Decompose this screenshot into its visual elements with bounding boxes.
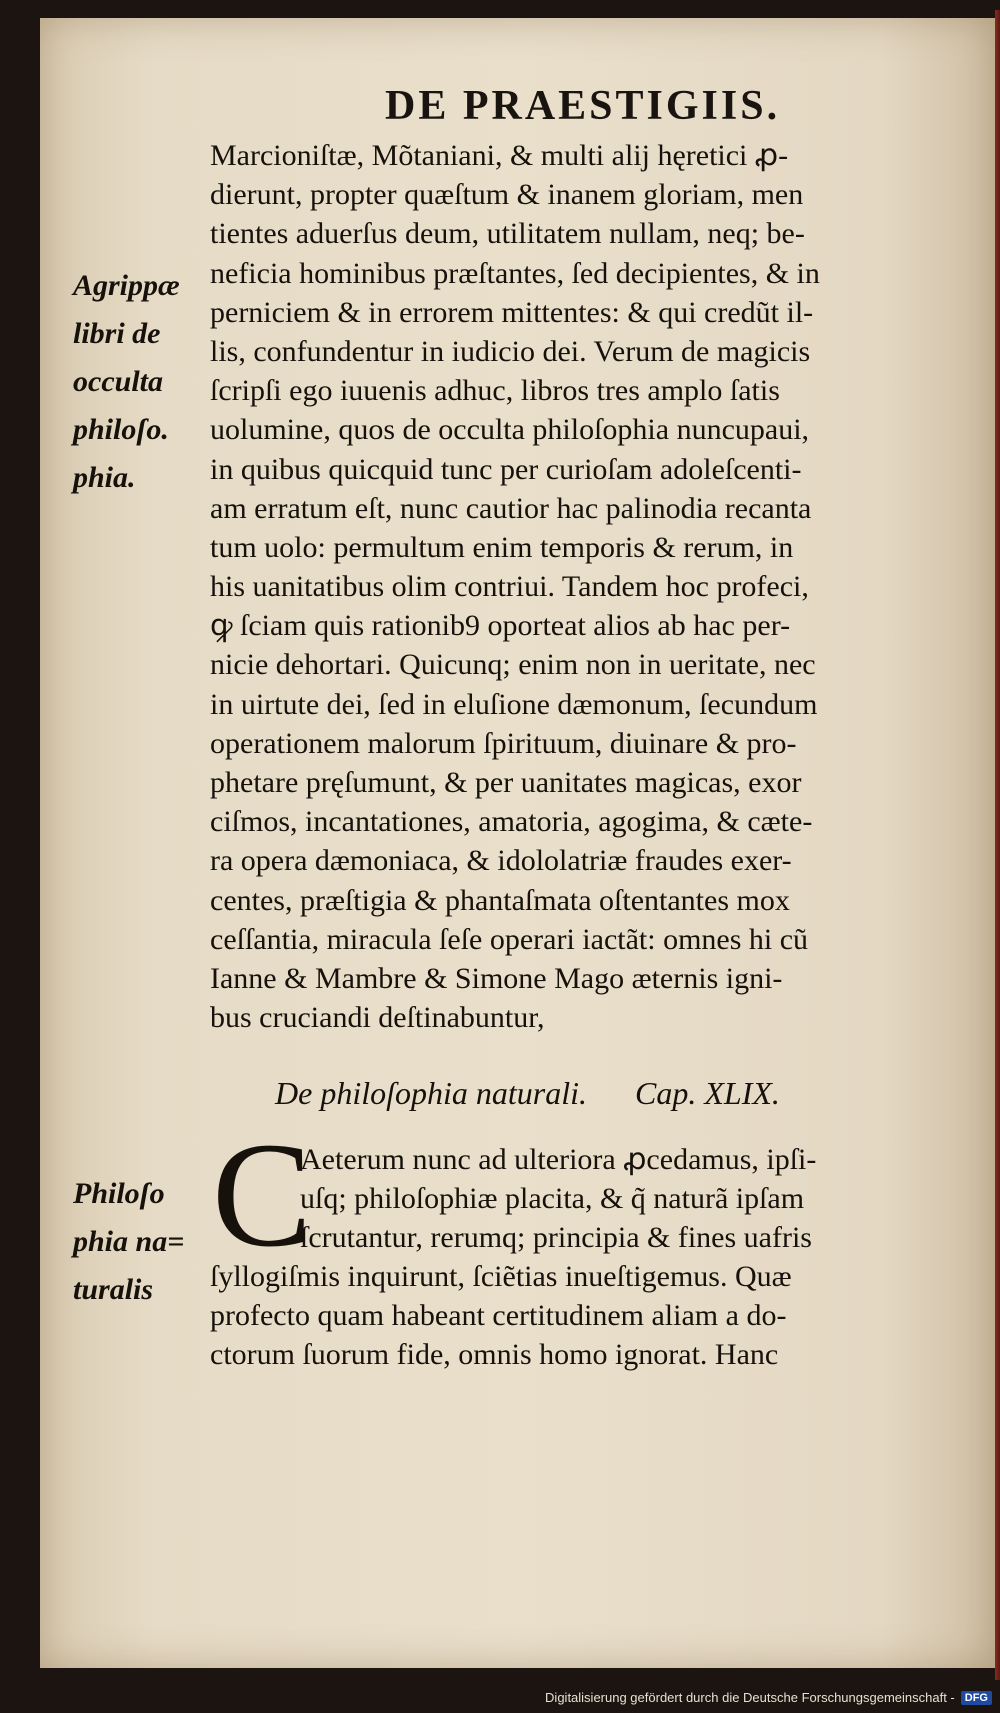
- text-line: ſcrutantur, rerumq; principia & fines uafris: [300, 1221, 812, 1254]
- text-line: in uirtute dei, ſed in eluſione dæmonum, ſecundum: [210, 687, 818, 721]
- text-line: ſcripſi ego iuuenis adhuc, libros tres amplo ſatis: [210, 374, 780, 408]
- text-line: am erratum eſt, nunc cautior hac palinodia recanta: [210, 491, 812, 525]
- text-line: ꝙ ſciam quis rationib9 oporteat alios ab hac per-: [210, 609, 791, 643]
- text-line: ra opera dæmoniaca, & idololatriæ fraudes exer-: [210, 844, 792, 878]
- marginal-note-philosophia: [73, 1170, 203, 1314]
- text-line: his uanitatibus olim contriui. Tandem hoc profeci,: [210, 570, 809, 604]
- text-line: operationem malorum ſpirituum, diuinare & pro-: [210, 726, 797, 760]
- text-line: nicie dehortari. Quicunq; enim non in ueritate, nec: [210, 648, 816, 682]
- margin-line: occulta: [73, 365, 163, 398]
- chapter-title: De philoſophia naturali.: [275, 1075, 587, 1111]
- margin-line: Agrippæ: [73, 269, 180, 302]
- margin-line: Philoſo: [73, 1177, 165, 1210]
- text-line: uolumine, quos de occulta philoſophia nuncupaui,: [210, 413, 810, 447]
- text-line: neficia hominibus præſtantes, ſed decipientes, & in: [210, 256, 820, 290]
- chapter-heading: [275, 1075, 975, 1112]
- margin-line: phia na=: [73, 1225, 185, 1258]
- margin-line: turalis: [73, 1273, 154, 1306]
- text-line: phetare pręſumunt, & per uanitates magicas, exor: [210, 766, 802, 799]
- chapter-text-block: [210, 1140, 960, 1374]
- margin-line: phia.: [73, 461, 136, 494]
- text-line: Ianne & Mambre & Simone Mago æternis igni-: [210, 961, 783, 995]
- footer-text: Digitalisierung gefördert durch die Deutsche Forschungsgemeinschaft -: [545, 1690, 955, 1705]
- text-line: bus cruciandi deſtinabuntur,: [210, 1001, 545, 1035]
- text-line: ctorum ſuorum fide, omnis homo ignorat. Hanc: [210, 1338, 779, 1371]
- dfg-logo: DFG: [961, 1691, 992, 1705]
- text-line: Aeterum nunc ad ulteriora ꝓcedamus, ipſi-: [300, 1143, 817, 1176]
- text-line: tum uolo: permultum enim temporis & rerum, in: [210, 530, 794, 564]
- drop-cap: C: [212, 1112, 313, 1278]
- margin-line: libri de: [73, 317, 161, 350]
- main-text-block: [210, 136, 960, 1037]
- running-head: DE PRAESTIGIIS.: [385, 83, 781, 129]
- text-line: in quibus quicquid tunc per curioſam adoleſcenti-: [210, 452, 802, 486]
- text-line: ciſmos, incantationes, amatoria, agogima, & cæte-: [210, 805, 813, 839]
- text-line: perniciem & in errorem mittentes: & qui credũt il-: [210, 295, 814, 329]
- text-line: tientes aduerſus deum, utilitatem nullam, neq; be-: [210, 217, 805, 251]
- text-line: Marcioniſtæ, Mõtaniani, & multi alij hęretici ꝓ-: [210, 139, 789, 172]
- text-line: lis, confundentur in iudicio dei. Verum de magicis: [210, 334, 811, 368]
- text-line: uſq; philoſophiæ placita, & q̃ naturã ipſam: [300, 1182, 805, 1215]
- text-line: centes, præſtigia & phantaſmata oſtentantes mox: [210, 883, 790, 917]
- chapter-number: Cap. XLIX.: [635, 1075, 780, 1111]
- text-line: profecto quam habeant certitudinem aliam a do-: [210, 1299, 787, 1332]
- footer-credit: [545, 1690, 992, 1705]
- text-line: dierunt, propter quæſtum & inanem gloriam, men: [210, 178, 804, 212]
- margin-line: philoſo.: [73, 413, 169, 446]
- marginal-note-agrippa: [73, 262, 203, 502]
- text-line: ceſſantia, miracula ſeſe operari iactãt: omnes hi cũ: [210, 922, 809, 956]
- book-edge: [995, 10, 1000, 1680]
- text-line: ſyllogiſmis inquirunt, ſciẽtias inueſtigemus. Quæ: [210, 1260, 792, 1293]
